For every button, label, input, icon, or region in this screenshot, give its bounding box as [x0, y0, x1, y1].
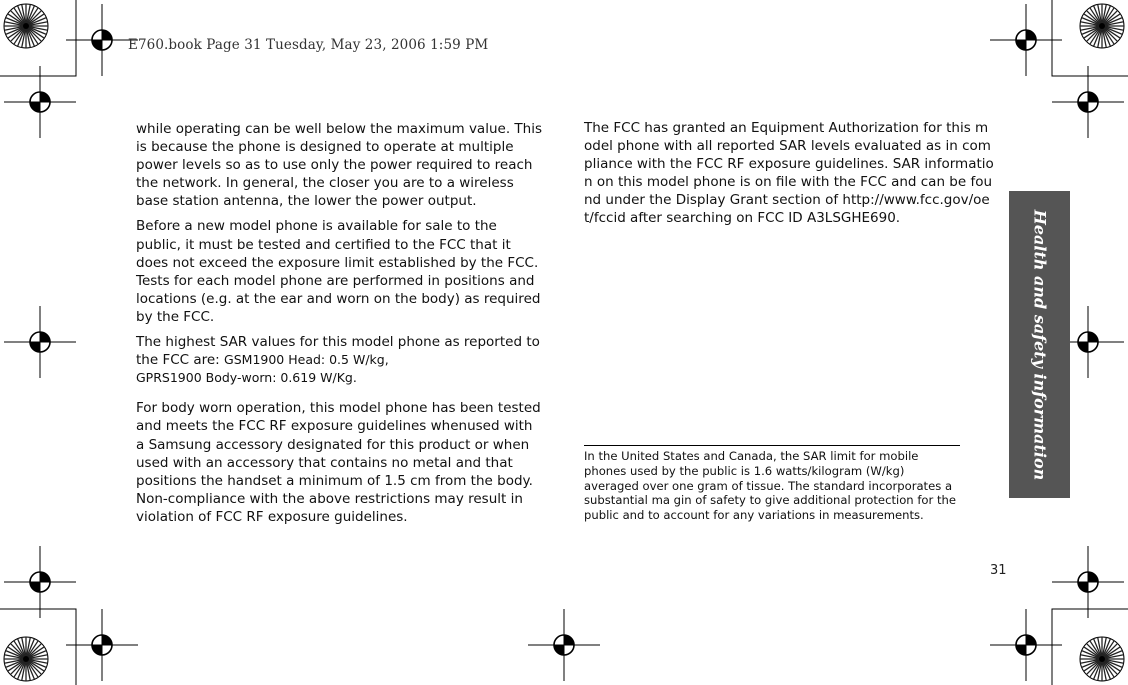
sar-values-head: GSM1900 Head: 0.5 W/kg,: [224, 352, 389, 368]
section-tab-label: Health and safety information: [1030, 209, 1049, 480]
print-header: E760.book Page 31 Tuesday, May 23, 2006 1:59 PM: [128, 37, 489, 53]
footnote: In the United States and Canada, the SAR limit for mobile phones used by the public is 1.6 watts/kilogram (W/kg) averaged over one gram of tissue. The standard incorporates a substantial ma gin of safety to give additional protection for the public and to account for any variations in measurements.: [584, 445, 960, 523]
sar-values-body: GPRS1900 Body-worn: 0.619 W/Kg.: [136, 370, 357, 386]
paragraph-equipment-authorization: The FCC has granted an Equipment Authorization for this model phone with all reported SAR levels evaluated as in compliance with the FCC RF exposure guidelines. SAR information on this model phone is on file with the FCC and can be found under the Display Grant section of http://www.fcc.gov/oet/fccid after searching on FCC ID A3LSGHE690.: [584, 120, 994, 227]
paragraph-sar-values: [136, 333, 544, 387]
paragraph-power-levels: while operating can be well below the maximum value. This is because the phone is designed to operate at multiple power levels so as to use only the power required to reach the network. In general, the closer you are to a wireless base station antenna, the lower the power output.: [136, 121, 542, 210]
left-column: [136, 120, 544, 533]
paragraph-fcc-certification: Before a new model phone is available for sale to the public, it must be tested and certified to the FCC that it does not exceed the exposure limit established by the FCC. Tests for each model phone are performed in positions and locations (e.g. at the ear and worn on the body) as required by the FCC.: [136, 218, 541, 325]
section-tab: [1009, 191, 1070, 498]
page-number: 31: [990, 563, 1007, 578]
sar-values-intro: The highest SAR values for this model phone as reported to the FCC are:: [136, 334, 540, 369]
right-column: [584, 119, 994, 235]
paragraph-body-worn: For body worn operation, this model phone has been tested and meets the FCC RF exposure guidelines whenused with a Samsung accessory designated for this product or when used with an accessory that contains no metal and that positions the handset a minimum of 1.5 cm from the body. Non-compliance with the above restrictions may result in violation of FCC RF exposure guidelines.: [136, 400, 541, 525]
